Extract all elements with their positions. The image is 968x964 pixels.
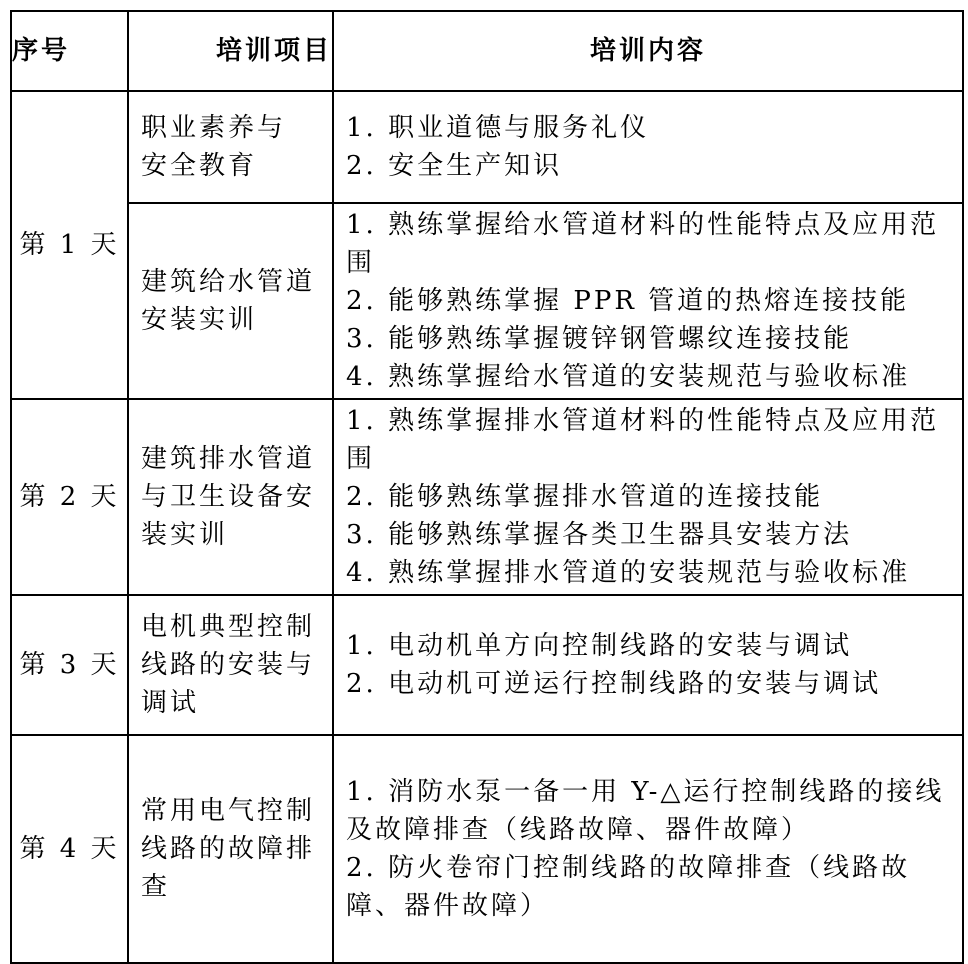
item-cell <box>128 735 333 963</box>
table-row <box>11 91 963 203</box>
item-title-line: 调试 <box>141 688 200 718</box>
content-line: 2. 电动机可逆运行控制线路的安装与调试 <box>346 669 882 699</box>
table-row <box>11 399 963 595</box>
content-line: 4. 熟练掌握给水管道的安装规范与验收标准 <box>346 362 911 392</box>
content-line: 1. 职业道德与服务礼仪 <box>346 113 650 143</box>
item-title-line: 与卫生设备安 <box>141 482 316 512</box>
item-cell <box>128 91 333 203</box>
item-title-line: 装实训 <box>141 520 229 550</box>
day-cell: 第 2 天 <box>11 399 128 595</box>
content-line: 4. 熟练掌握排水管道的安装规范与验收标准 <box>346 558 911 588</box>
header-content: 培训内容 <box>333 11 963 91</box>
content-cell <box>333 203 963 399</box>
table-row <box>11 735 963 963</box>
item-title-line: 电机典型控制 <box>141 612 316 642</box>
content-cell <box>333 91 963 203</box>
item-cell <box>128 399 333 595</box>
day-cell: 第 1 天 <box>11 91 128 399</box>
item-title-line: 安装实训 <box>141 305 258 335</box>
content-line: 2. 安全生产知识 <box>346 151 563 181</box>
item-title-line: 线路的故障排 <box>141 834 316 864</box>
item-title-line: 查 <box>141 872 171 902</box>
content-line: 3. 能够熟练掌握各类卫生器具安装方法 <box>346 520 853 550</box>
content-line: 2. 能够熟练掌握 PPR 管道的热熔连接技能 <box>346 286 910 316</box>
header-seq: 序号 <box>11 11 128 91</box>
item-title-line: 职业素养与 <box>141 113 287 143</box>
item-cell <box>128 203 333 399</box>
day-cell: 第 3 天 <box>11 595 128 735</box>
item-title-line: 线路的安装与 <box>141 650 316 680</box>
content-line: 1. 电动机单方向控制线路的安装与调试 <box>346 631 853 661</box>
content-line: 1. 熟练掌握排水管道材料的性能特点及应用范围 <box>346 406 940 474</box>
table-row <box>11 203 963 399</box>
content-line: 1. 熟练掌握给水管道材料的性能特点及应用范围 <box>346 210 940 278</box>
content-line: 1. 消防水泵一备一用 Y-△运行控制线路的接线及故障排查（线路故障、器件故障） <box>346 777 945 845</box>
item-title-line: 建筑排水管道 <box>141 444 316 474</box>
training-schedule-table <box>10 10 964 964</box>
item-title-line: 建筑给水管道 <box>141 267 316 297</box>
content-line: 3. 能够熟练掌握镀锌钢管螺纹连接技能 <box>346 324 853 354</box>
table-row <box>11 595 963 735</box>
item-cell <box>128 595 333 735</box>
content-cell <box>333 735 963 963</box>
content-cell <box>333 595 963 735</box>
header-item: 培训项目 <box>128 11 333 91</box>
item-title-line: 常用电气控制 <box>141 796 316 826</box>
content-cell <box>333 399 963 595</box>
content-line: 2. 能够熟练掌握排水管道的连接技能 <box>346 482 824 512</box>
table-header-row <box>11 11 963 91</box>
item-title-line: 安全教育 <box>141 151 258 181</box>
day-cell: 第 4 天 <box>11 735 128 963</box>
content-line: 2. 防火卷帘门控制线路的故障排查（线路故障、器件故障） <box>346 853 911 921</box>
